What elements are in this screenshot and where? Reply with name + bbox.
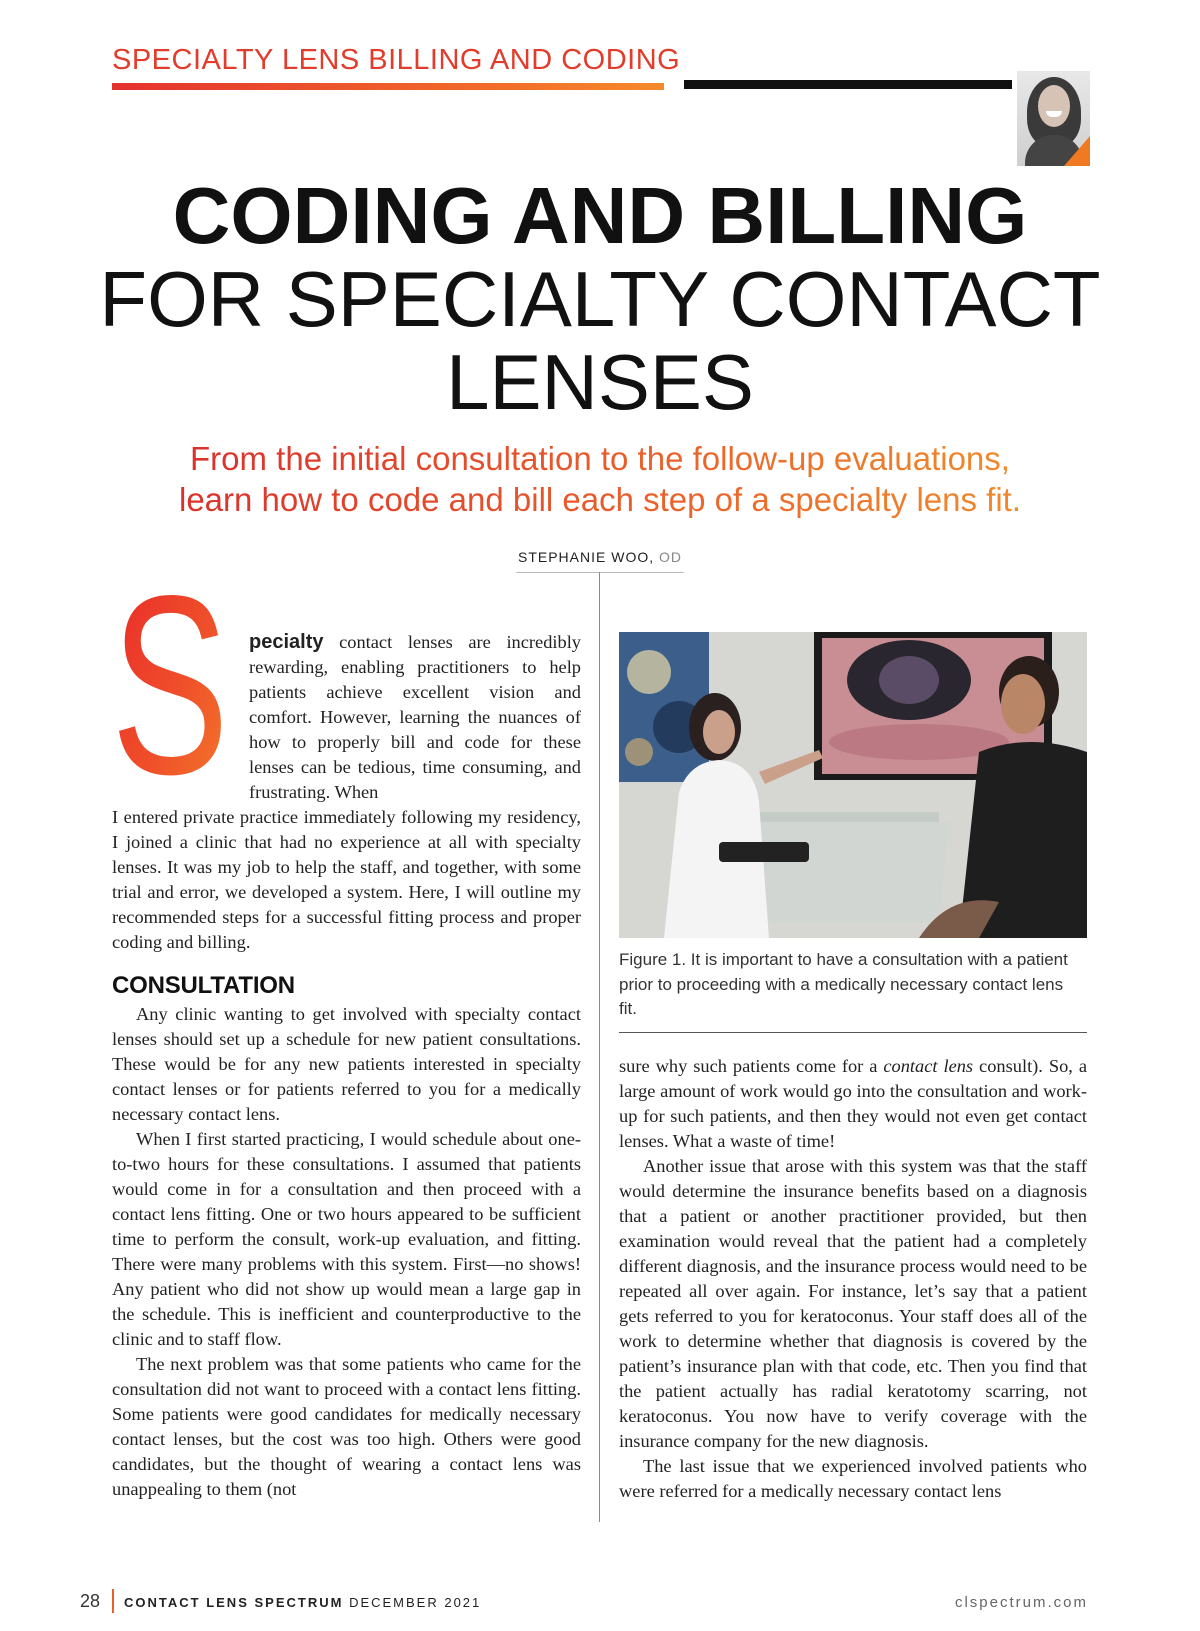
drop-cap-letter: S bbox=[111, 585, 229, 785]
author-photo bbox=[1017, 71, 1090, 166]
footer-url: clspectrum.com bbox=[954, 1594, 1088, 1611]
body-paragraph: Any clinic wanting to get involved with specialty contact lenses should set up a schedule for new patient consultations. These would be for any new patients interested in specialty contact lenses or for patients referred to you for a medically necessary contact lens. bbox=[112, 1004, 581, 1124]
title-line-1: CODING AND BILLING bbox=[172, 171, 1028, 260]
issue-date: DECEMBER 2021 bbox=[349, 1595, 482, 1610]
left-column-body bbox=[112, 1002, 581, 1502]
intro-paragraph-continued: I entered private practice immediately following my residency, I joined a clinic that had no experience at all with specialty lenses. It was my job to help the staff, and together, with some trial and error, we developed a system. Here, I will outline my recommended steps for a successful fitting process and proper coding and billing. bbox=[112, 807, 581, 952]
section-rule bbox=[112, 83, 664, 90]
intro-lead-word: pecialty bbox=[249, 631, 324, 653]
deck-line-1: From the initial consultation to the follow-up evaluations, bbox=[190, 440, 1010, 477]
author-name: STEPHANIE WOO, bbox=[517, 549, 655, 565]
body-paragraph: The next problem was that some patients who came for the consultation did not want to proceed with a contact lens fitting. Some patients were good candidates for medically necessary contact lenses, but the cost was too high. Others were good candidates, but the thought of wearing a contact lens was unappealing to them (not bbox=[112, 1354, 581, 1499]
byline-rule bbox=[516, 572, 684, 573]
title-line-2: FOR SPECIALTY CONTACT bbox=[99, 255, 1101, 343]
figure-photo bbox=[619, 632, 1087, 938]
drop-cap bbox=[108, 585, 233, 785]
footer-magazine bbox=[124, 1595, 481, 1610]
deck-line-2: learn how to code and bill each step of a specialty lens fit. bbox=[179, 481, 1021, 518]
figure-rule bbox=[619, 1032, 1087, 1033]
intro-paragraph bbox=[249, 630, 581, 805]
page-number: 28 bbox=[80, 1591, 101, 1611]
figure-caption: Figure 1. It is important to have a consultation with a patient prior to proceeding with a medically necessary contact lens fit. bbox=[619, 950, 1068, 1018]
author-credential: OD bbox=[659, 549, 682, 565]
footer-divider bbox=[112, 1589, 114, 1613]
byline bbox=[0, 549, 1200, 565]
intro-text: contact lenses are incredibly rewarding, enabling practitioners to help patients achieve excellent vision and comfort. However, learning the nuances of how to properly bill and code for these lenses can be tedious, time consuming, and frustrating. When bbox=[249, 632, 581, 802]
column-divider bbox=[599, 572, 600, 1522]
title-line-3: LENSES bbox=[446, 338, 754, 426]
section-label: SPECIALTY LENS BILLING AND CODING bbox=[112, 44, 681, 76]
body-paragraph: Another issue that arose with this system was that the staff would determine the insurance benefits based on a diagnosis that a patient or another practitioner provided, but then examination would reveal that the patient had a completely different diagnosis, and the insurance process would need to be repeated all over again. For instance, let’s say that a patient gets referred to you for keratoconus. Your staff does all of the work to determine whether that diagnosis is covered by the patient’s insurance plan with that code, etc. Then you find that the patient actually has radial keratotomy scarring, not keratoconus. You now have to verify coverage with the insurance company for the new diagnosis. bbox=[619, 1156, 1087, 1451]
body-paragraph: When I first started practicing, I would schedule about one-to-two hours for these consultations. I assumed that patients would come in for a consultation and then proceed with a contact lens fitting. One or two hours appeared to be sufficient time to perform the consult, work-up evaluation, and fitting. There were many problems with this system. First—no shows! Any patient who did not show up would mean a large gap in the schedule. This is inefficient and counterproductive to the clinic and to staff flow. bbox=[112, 1129, 581, 1349]
right-column-body bbox=[619, 1054, 1087, 1504]
header-rule bbox=[684, 80, 1012, 89]
body-paragraph: sure why such patients come for a contact lens consult). So, a large amount of work would go into the consultation and work-up for such patients, and then they would not even get contact lenses. What a waste of time! bbox=[619, 1056, 1087, 1151]
magazine-name: CONTACT LENS SPECTRUM bbox=[124, 1595, 344, 1610]
consultation-heading: CONSULTATION bbox=[112, 972, 295, 999]
body-paragraph: The last issue that we experienced involved patients who were referred for a medically necessary contact lens bbox=[619, 1456, 1087, 1501]
